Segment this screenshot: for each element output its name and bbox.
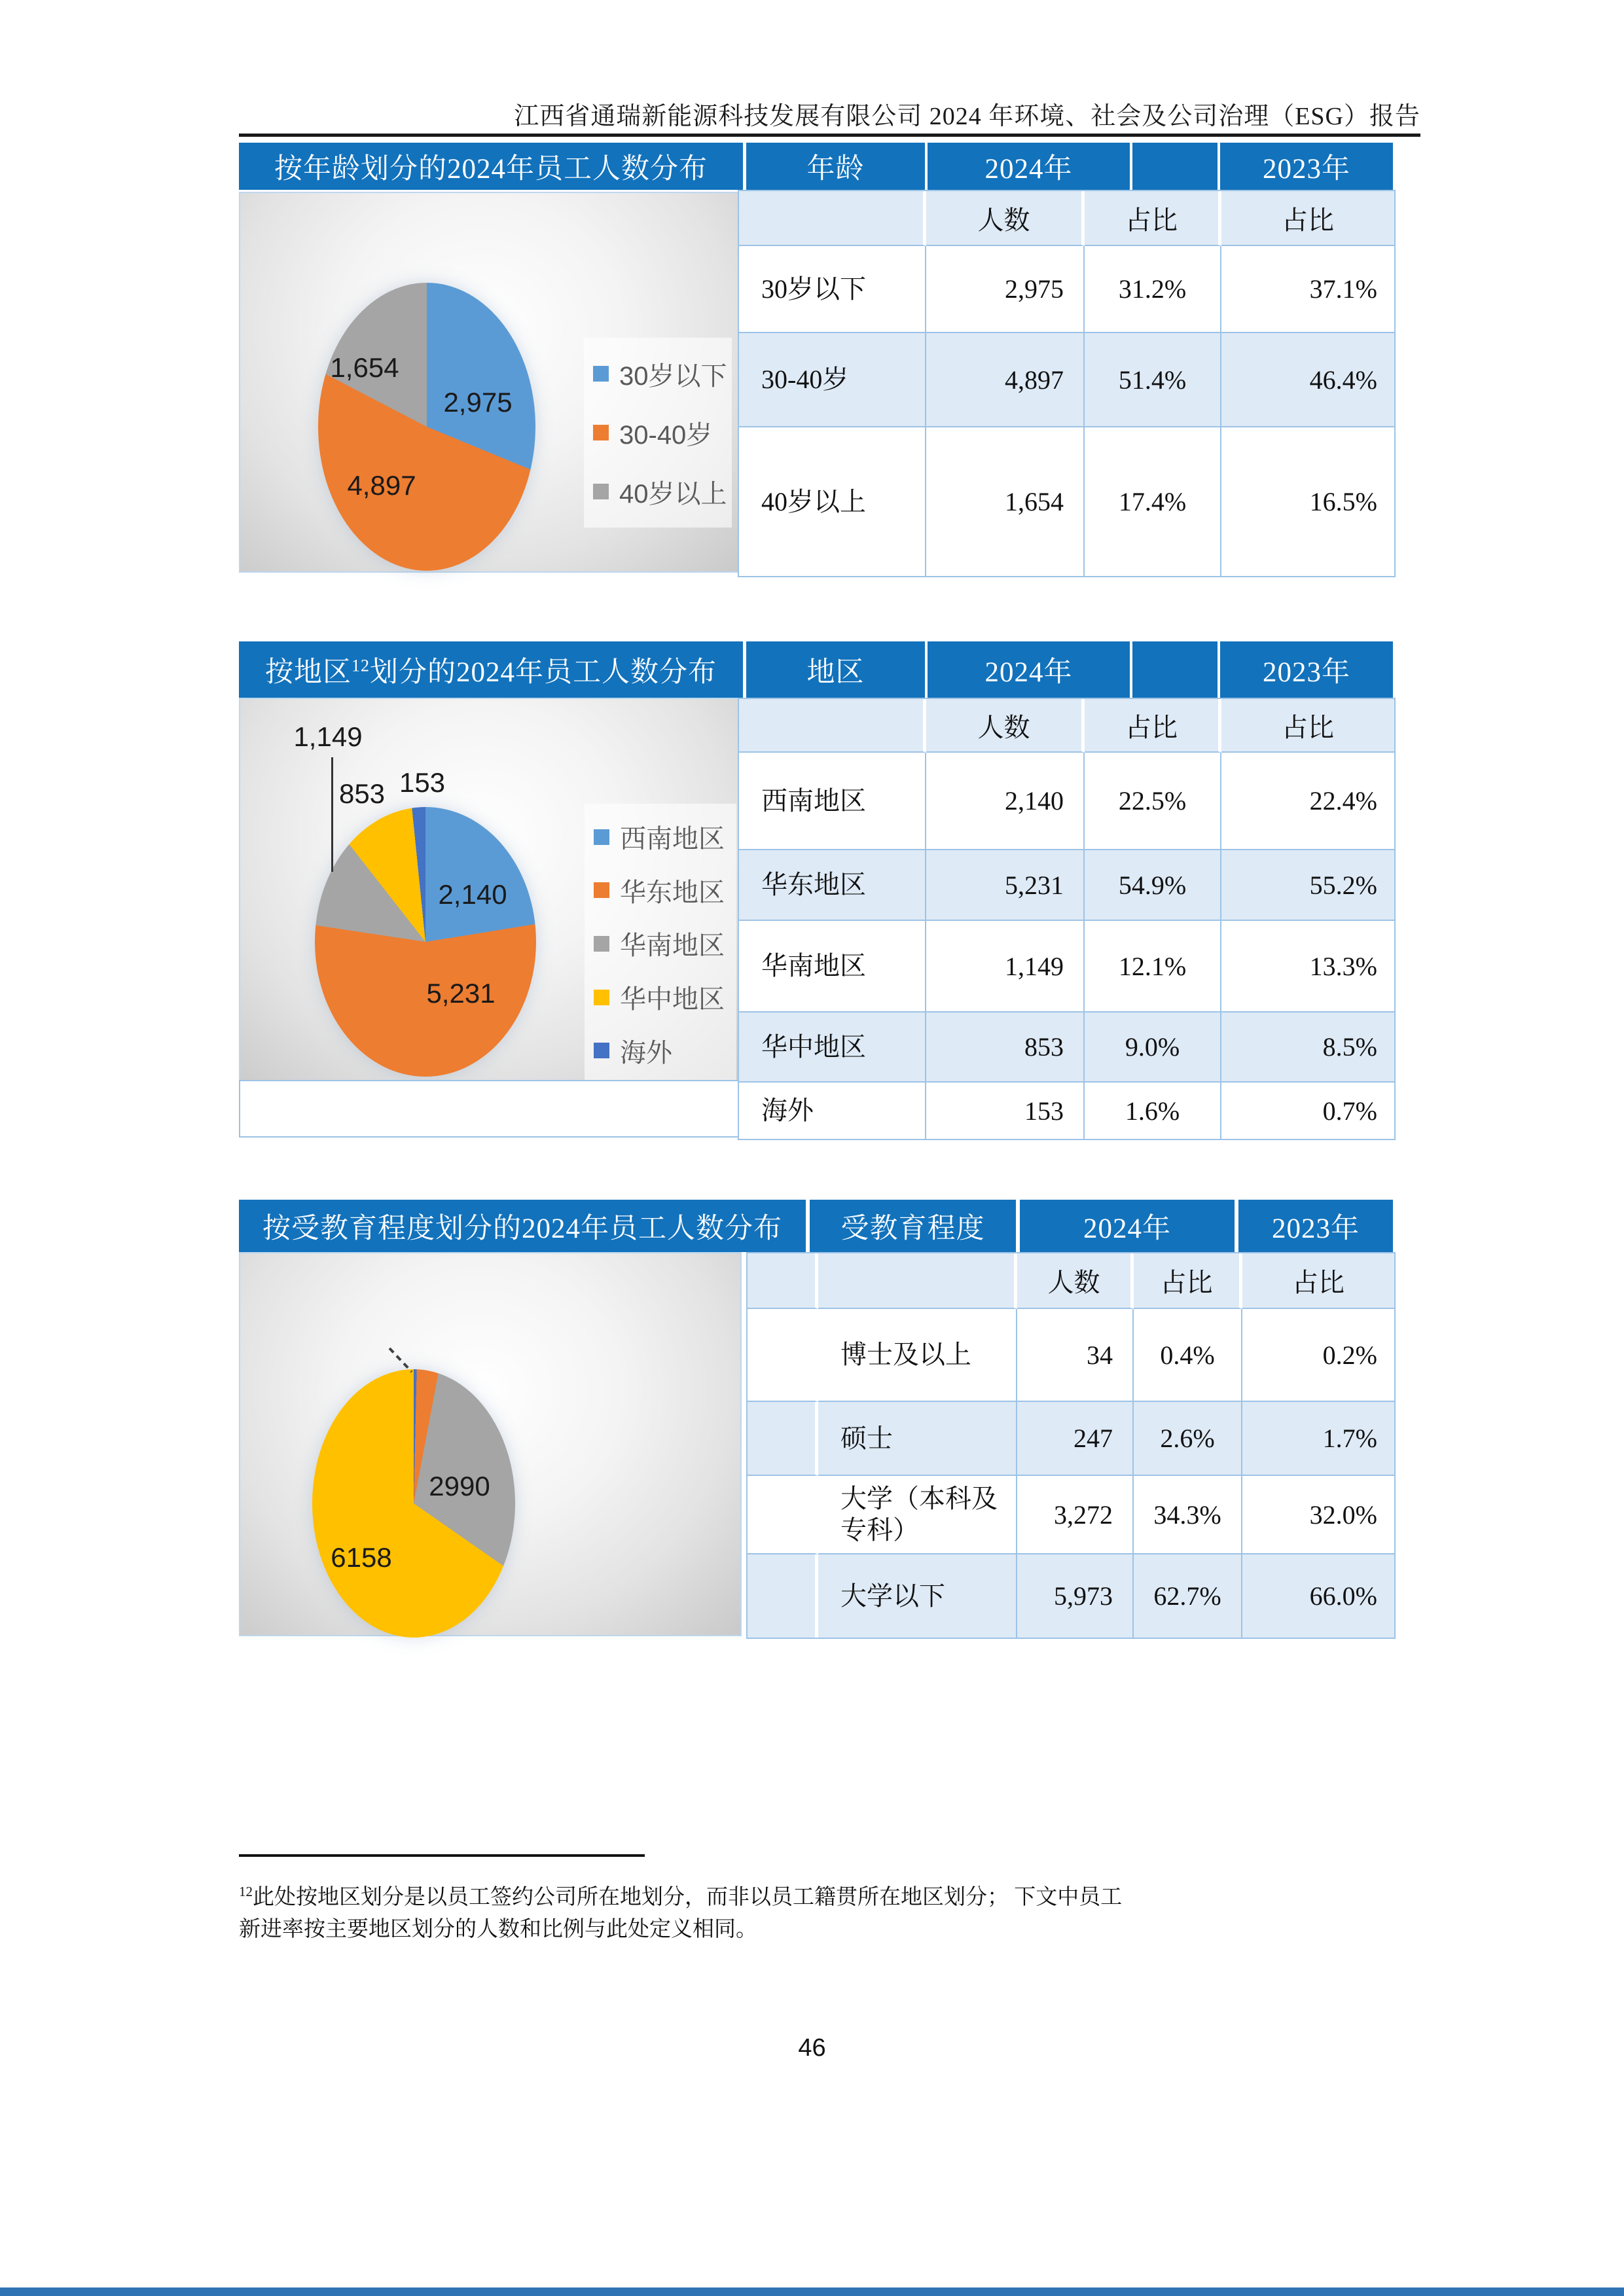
legend-swatch: [594, 936, 609, 952]
subheader-count: 人数: [926, 191, 1085, 246]
pct-2024-cell: 31.2%: [1085, 246, 1221, 333]
subheader-pct-2023: 占比: [1242, 1253, 1394, 1309]
section1-title: 按年龄划分的2024年员工人数分布: [274, 153, 708, 185]
row-label: 大学以下: [818, 1554, 1017, 1638]
legend-item: [593, 473, 727, 511]
pct-2023-cell: 0.2%: [1242, 1309, 1394, 1402]
label-leader-line: [331, 757, 333, 872]
legend-item: [594, 925, 727, 962]
legend-label: 华中地区: [620, 985, 725, 1014]
age-pie-chart-panel: [239, 192, 743, 573]
count-cell: 2,140: [926, 753, 1085, 850]
region-table: [738, 698, 1396, 1140]
count-cell: 2,975: [926, 246, 1085, 333]
section3-title: 按受教育程度划分的2024年员工人数分布: [262, 1213, 782, 1244]
age-pie-legend: [584, 338, 732, 528]
legend-label: 华南地区: [620, 931, 725, 961]
row-label: 华南地区: [739, 921, 926, 1013]
legend-item: [593, 355, 727, 393]
row-label: 大学（本科及专科）: [818, 1476, 1017, 1554]
section2-title: 按地区$^{12}$划分的2024年员工人数分布: [265, 656, 717, 688]
pct-2024-cell: 34.3%: [1134, 1476, 1242, 1554]
pct-2024-cell: 22.5%: [1085, 753, 1221, 850]
region-pie: [315, 807, 536, 1077]
pie-data-label: 1,654: [330, 352, 399, 383]
subheader-spacer: [739, 191, 926, 246]
row-label: 博士及以上: [818, 1309, 1017, 1402]
legend-label: 30-40岁: [619, 420, 713, 450]
pct-2023-cell: 1.7%: [1242, 1402, 1394, 1476]
pct-2023-cell: 55.2%: [1221, 850, 1394, 921]
section3-year-2024-header: 2024年: [1020, 1200, 1235, 1252]
row-label: 硕士: [818, 1402, 1017, 1476]
pie-data-label: 6158: [331, 1542, 392, 1573]
age-table: [738, 190, 1396, 577]
legend-swatch: [593, 425, 609, 440]
row-label: 华东地区: [739, 850, 926, 921]
subheader-pct-2023: 占比: [1221, 699, 1394, 753]
section2-dim-header: 地区: [746, 641, 925, 698]
legend-swatch: [594, 1043, 609, 1058]
subheader-spacer: [748, 1253, 818, 1309]
count-cell: 153: [926, 1083, 1085, 1139]
pie-data-label: 4,897: [347, 470, 416, 501]
pct-2023-cell: 13.3%: [1221, 921, 1394, 1013]
legend-swatch: [594, 882, 609, 898]
region-pie-chart-panel: [239, 698, 743, 1081]
section1-year-2024-header: 2024年: [928, 143, 1130, 190]
pct-2024-cell: 62.7%: [1134, 1554, 1242, 1638]
pct-2023-cell: 37.1%: [1221, 246, 1394, 333]
subheader-count: 人数: [926, 699, 1085, 753]
pie-data-label: 1,149: [293, 721, 363, 752]
row-label: 华中地区: [739, 1013, 926, 1083]
pct-2024-cell: 54.9%: [1085, 850, 1221, 921]
subheader-pct-2024: 占比: [1085, 699, 1221, 753]
education-table: [746, 1252, 1396, 1639]
section1-header-spacer: [1132, 143, 1218, 190]
subheader-pct-2024: 占比: [1134, 1253, 1242, 1309]
row-strip: [748, 1554, 818, 1638]
pie-data-label: 2990: [429, 1471, 490, 1501]
section3-year-2023-header: 2023年: [1238, 1200, 1393, 1252]
subheader-pct-2023: 占比: [1221, 191, 1394, 246]
subheader-pct-2024: 占比: [1085, 191, 1221, 246]
count-cell: 5,231: [926, 850, 1085, 921]
legend-swatch: [594, 829, 609, 845]
subheader-spacer: [818, 1253, 1017, 1309]
page-number: 46: [798, 2034, 826, 2062]
row-label: 30-40岁: [739, 333, 926, 427]
legend-swatch: [594, 990, 609, 1005]
legend-swatch: [593, 484, 609, 499]
footnote-line1: 此处按地区划分是以员工签约公司所在地划分，而非以员工籍贯所在地区划分； 下文中员工: [253, 1886, 1123, 1909]
legend-item: [594, 872, 727, 909]
row-strip: [748, 1476, 818, 1554]
legend-label: 海外: [620, 1038, 672, 1067]
subheader-count: 人数: [1017, 1253, 1134, 1309]
footnote-rule: [239, 1854, 645, 1857]
row-label: 海外: [739, 1083, 926, 1139]
pct-2023-cell: 32.0%: [1242, 1476, 1394, 1554]
legend-label: 西南地区: [620, 825, 725, 854]
pct-2023-cell: 0.7%: [1221, 1083, 1394, 1139]
pct-2024-cell: 0.4%: [1134, 1309, 1242, 1402]
pct-2023-cell: 46.4%: [1221, 333, 1394, 427]
row-label: 西南地区: [739, 753, 926, 850]
pct-2023-cell: 8.5%: [1221, 1013, 1394, 1083]
region-pie-legend: [585, 804, 736, 1084]
legend-label: 40岁以上: [619, 479, 727, 509]
section2-title-bar: [239, 641, 743, 698]
pie-data-label: 2,140: [438, 879, 507, 910]
count-cell: 853: [926, 1013, 1085, 1083]
section2-year-2024-header: 2024年: [928, 641, 1130, 698]
age-pie: [318, 283, 535, 571]
count-cell: 4,897: [926, 333, 1085, 427]
footer-bar: [0, 2287, 1624, 2296]
section1-year-2023-header: 2023年: [1220, 143, 1393, 190]
pct-2024-cell: 51.4%: [1085, 333, 1221, 427]
pct-2024-cell: 17.4%: [1085, 427, 1221, 576]
subheader-spacer: [739, 699, 926, 753]
empty-left-cell: [239, 1080, 743, 1138]
row-strip: [748, 1309, 818, 1402]
pie-data-label: 5,231: [426, 978, 496, 1009]
pct-2023-cell: 16.5%: [1221, 427, 1394, 576]
pct-2024-cell: 1.6%: [1085, 1083, 1221, 1139]
legend-label: 华东地区: [620, 878, 725, 907]
legend-item: [593, 414, 723, 452]
count-cell: 247: [1017, 1402, 1134, 1476]
count-cell: 1,654: [926, 427, 1085, 576]
count-cell: 3,272: [1017, 1476, 1134, 1554]
row-label: 40岁以上: [739, 427, 926, 576]
row-strip: [748, 1402, 818, 1476]
pct-2023-cell: 22.4%: [1221, 753, 1394, 850]
legend-item: [594, 978, 727, 1016]
pct-2023-cell: 66.0%: [1242, 1554, 1394, 1638]
section3-title-bar: [239, 1200, 806, 1252]
education-pie-chart-panel: [239, 1252, 742, 1636]
footnote-line2: 新进率按主要地区划分的人数和比例与此处定义相同。: [239, 1918, 757, 1941]
pct-2024-cell: 9.0%: [1085, 1013, 1221, 1083]
pct-2024-cell: 2.6%: [1134, 1402, 1242, 1476]
legend-item: [594, 1032, 727, 1069]
pie-data-label: 2,975: [443, 387, 513, 418]
footnote: [239, 1876, 1404, 1946]
legend-swatch: [593, 366, 609, 382]
label-leader-line: [240, 1253, 743, 1638]
row-label: 30岁以下: [739, 246, 926, 333]
count-cell: 34: [1017, 1309, 1134, 1402]
section3-dim-header: 受教育程度: [810, 1200, 1016, 1252]
header-rule: [239, 134, 1420, 137]
footnote-marker: 12: [239, 1884, 253, 1899]
pie-data-label: 853: [338, 778, 386, 809]
pct-2024-cell: 12.1%: [1085, 921, 1221, 1013]
section2-year-2023-header: 2023年: [1220, 641, 1393, 698]
page-header-title: 江西省通瑞新能源科技发展有限公司 2024 年环境、社会及公司治理（ESG）报告: [514, 103, 1420, 130]
section2-header-spacer: [1132, 641, 1218, 698]
section1-title-bar: [239, 143, 743, 190]
count-cell: 5,973: [1017, 1554, 1134, 1638]
legend-item: [594, 818, 727, 855]
pie-data-label: 153: [399, 767, 446, 798]
legend-label: 30岁以下: [619, 361, 727, 391]
section1-dim-header: 年龄: [746, 143, 925, 190]
count-cell: 1,149: [926, 921, 1085, 1013]
